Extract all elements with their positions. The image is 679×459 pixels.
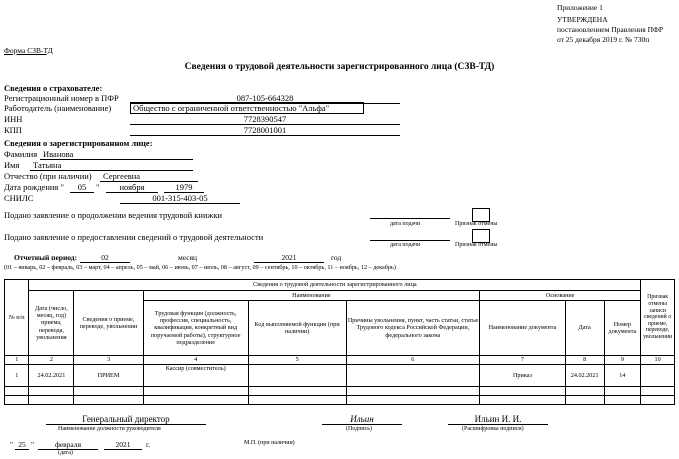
row-docdate: 24.02.2021: [565, 365, 604, 387]
provide-cancel-checkbox[interactable]: [472, 229, 490, 243]
snils-value: 001-315-403-05: [120, 193, 240, 204]
patronymic-value: Сергеевна: [100, 171, 198, 182]
signer-position: Генеральный директор: [46, 414, 206, 425]
col-docdate-header: Дата: [565, 301, 604, 356]
provide-cancel-caption: Признак отмены: [455, 242, 498, 248]
col-number: 9: [604, 356, 641, 365]
col-position-header: Трудовая функция (должность, профессия, специальность, квалификация, конкретный вид поручаемой работы), структурное подразделение: [143, 301, 248, 356]
col-number: 10: [641, 356, 675, 365]
period-year-caption: год: [331, 253, 342, 262]
table-row: [5, 396, 675, 405]
row-cancel: [641, 365, 675, 387]
sign-date-open: ": [10, 440, 14, 449]
work-records-table: [4, 279, 675, 405]
sign-date-year: 2021: [104, 440, 142, 450]
col-number: 2: [29, 356, 74, 365]
col-number: 1: [5, 356, 29, 365]
col-docnum-header: Номер документа: [604, 301, 641, 356]
signer-signature: Ильин: [322, 414, 402, 425]
appendix-date: от 25 декабря 2019 г. № 730п: [557, 35, 650, 44]
employer-label: Работодатель (наименование): [4, 103, 112, 113]
period-label: Отчетный период:: [14, 253, 78, 262]
reg-value: 087-105-664328: [130, 93, 400, 104]
signer-name-caption: (Расшифровка подписи): [462, 426, 524, 432]
col-cancel-header: Признак отмены записи сведений о приеме, переводе, увольнении: [641, 280, 675, 356]
sign-date-day: 25: [15, 440, 29, 450]
col-date-header: Дата (число, месяц, год) приема, перевода, увольнения: [29, 291, 74, 356]
surname-value: Иванова: [40, 149, 193, 160]
row-code: [248, 365, 346, 387]
insurer-heading: Сведения о страхователе:: [4, 83, 103, 93]
appendix-resolution: постановлением Правления ПФР: [557, 25, 664, 34]
col-info-header: Сведения о приеме, переводе, увольнении: [74, 291, 143, 356]
snils-label: СНИЛС: [4, 193, 34, 203]
signer-name: Ильин И. И.: [448, 414, 548, 425]
stamp-caption: М.П. (при наличии): [244, 440, 295, 446]
form-name: Форма СЗВ-ТД: [4, 46, 53, 55]
patronymic-label: Отчество (при наличии): [4, 171, 92, 181]
signer-position-caption: Наименование должности руководителя: [58, 426, 161, 432]
table-row: [5, 365, 675, 387]
col-number: 7: [480, 356, 566, 365]
birth-label: Дата рождения ": [4, 182, 64, 192]
period-month-caption: месяц: [178, 253, 198, 262]
col-number: 8: [565, 356, 604, 365]
row-date: 24.02.2021: [29, 365, 74, 387]
continue-date-caption: дата подачи: [390, 221, 421, 227]
col-number: 6: [346, 356, 480, 365]
provide-date-caption: дата подачи: [390, 242, 421, 248]
sign-date-month: февраля: [38, 440, 98, 450]
col-code-header: Код выполняемой функции (при наличии): [248, 301, 346, 356]
row-docnum: 14: [604, 365, 641, 387]
inn-label: ИНН: [4, 114, 23, 124]
col-reason-header: Причины увольнения, пункт, часть статьи, статья Трудового кодекса Российской Федерации, федерального закона: [346, 301, 480, 356]
continue-cancel-checkbox[interactable]: [472, 208, 490, 222]
period-month-value: 02: [80, 253, 130, 263]
row-num: 1: [5, 365, 29, 387]
provide-label: Подано заявление о предоставлении сведений о трудовой деятельности: [4, 232, 264, 242]
col-number: 3: [74, 356, 143, 365]
provide-date-line: [370, 231, 450, 241]
group-header: Сведения о трудовой деятельности зарегистрированного лица: [29, 280, 641, 291]
col-num-header: № п/п: [5, 280, 29, 356]
employer-value: Общество с ограниченной ответственностью "Альфа": [130, 102, 364, 114]
birth-day: 05: [70, 182, 94, 193]
column-numbers-row: [5, 356, 675, 365]
appendix-title: Приложение 1: [557, 3, 603, 12]
col-number: 5: [248, 356, 346, 365]
sign-date-close: ": [31, 440, 35, 449]
birth-year: 1979: [164, 182, 204, 193]
period-legend: (01 – январь, 02 – февраль, 03 – март, 04 – апрель, 05 – май, 06 – июнь, 07 – июль, 08 – август, 09 – сентябрь, 10 – октябрь, 11 – ноябрь, 12 – декабрь): [4, 264, 396, 271]
col-docname-header: Наименование документа: [480, 301, 566, 356]
basis-group-header: Основание: [480, 291, 641, 301]
reg-label: Регистрационный номер в ПФР: [4, 93, 119, 103]
name-label: Имя: [4, 160, 20, 170]
signer-signature-caption: (Подпись): [346, 426, 373, 432]
name-group-header: Наименование: [143, 291, 479, 301]
col-number: 4: [143, 356, 248, 365]
sign-date-year-suffix: г.: [146, 440, 151, 449]
appendix-approved: УТВЕРЖДЕНА: [557, 15, 608, 24]
kpp-label: КПП: [4, 125, 22, 135]
table-row: [5, 387, 675, 396]
page-title: Сведения о трудовой деятельности зарегистрированного лица (СЗВ-ТД): [184, 62, 495, 72]
row-reason: [346, 365, 480, 387]
continue-date-line: [370, 209, 450, 219]
person-heading: Сведения о зарегистрированном лице:: [4, 138, 153, 148]
sign-date-caption: (дата): [58, 450, 73, 456]
name-value: Татьяна: [30, 160, 193, 171]
continue-label: Подано заявление о продолжении ведения трудовой книжки: [4, 210, 223, 220]
row-position: Кассир (совместитель): [143, 365, 248, 387]
birth-month: ноября: [106, 182, 158, 193]
row-docname: Приказ: [480, 365, 566, 387]
row-info: ПРИЕМ: [74, 365, 143, 387]
surname-label: Фамилия: [4, 149, 38, 159]
kpp-value: 7728001001: [130, 125, 400, 136]
period-year-value: 2021: [254, 253, 324, 263]
continue-cancel-caption: Признак отмены: [455, 221, 498, 227]
inn-value: 7728390547: [130, 114, 400, 125]
birth-quote: ": [96, 182, 100, 192]
